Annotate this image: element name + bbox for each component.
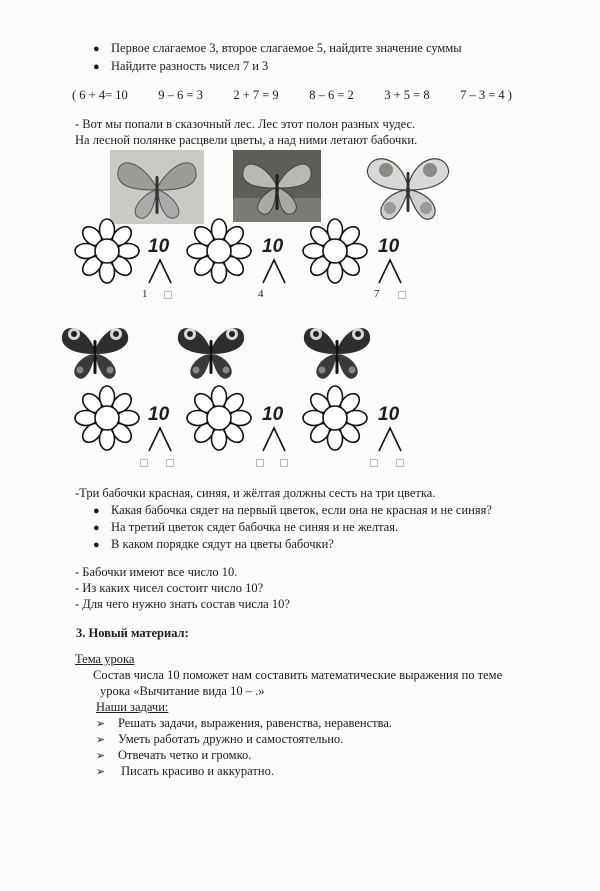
goals-label: Наши задачи: [96, 700, 169, 714]
butterfly-ornate [360, 150, 456, 224]
task-intro: -Три бабочки красная, синяя, и жёлтая должны сесть на три цветка. [75, 486, 436, 500]
goal-item: ➢ Уметь работать дружно и самостоятельно. [96, 732, 344, 746]
lesson-text-2: урока «Вычитание вида 10 – .» [100, 684, 265, 698]
formula: ( 6 + 4= 10 [72, 88, 128, 102]
decomposition-wedge-icon [262, 426, 286, 452]
arrow-marker-icon: ➢ [96, 750, 106, 762]
task-bullet-3: ● В каком порядке сядут на цветы бабочки? [93, 537, 334, 551]
butterfly-dark-3 [302, 322, 372, 382]
formulas-row [72, 88, 512, 103]
empty-box [140, 459, 148, 467]
arrow-marker-icon: ➢ [96, 718, 106, 730]
arrow-marker-icon: ➢ [96, 734, 106, 746]
number-ten: 10 [378, 404, 400, 425]
intro-bullet-2: ● Найдите разность чисел 7 и 3 [93, 59, 269, 73]
butterfly-photo-1 [110, 150, 204, 224]
empty-box [398, 291, 406, 299]
question-2: - Из каких чисел состоит число 10? [75, 581, 264, 595]
goal-item: ➢ Писать красиво и аккуратно. [96, 764, 274, 778]
number-ten: 10 [148, 404, 170, 425]
decomposition-wedge-icon [148, 426, 172, 452]
arrow-marker-icon: ➢ [96, 766, 106, 778]
goal-item: ➢ Отвечать четко и громко. [96, 748, 252, 762]
bullet-dot-icon: ● [93, 505, 100, 517]
bullet-dot-icon: ● [93, 522, 100, 534]
empty-box [256, 459, 264, 467]
formula: 2 + 7 = 9 [233, 88, 279, 102]
bullet-dot-icon: ● [93, 539, 100, 551]
story-line-1: - Вот мы попали в сказочный лес. Лес этот полон разных чудес. [75, 117, 416, 131]
decomposition-wedge-icon [262, 258, 286, 284]
empty-box [370, 459, 378, 467]
story-line-2: На лесной полянке расцвели цветы, а над ними летают бабочки. [75, 133, 418, 147]
formula: 9 – 6 = 3 [158, 88, 203, 102]
daisy-flower-icon [302, 218, 368, 284]
decomposition-wedge-icon [148, 258, 172, 284]
empty-box [280, 459, 288, 467]
formula: 7 – 3 = 4 ) [460, 88, 512, 102]
butterfly-photo-2 [233, 150, 321, 222]
number-ten: 10 [378, 236, 400, 257]
formula: 3 + 5 = 8 [384, 88, 430, 102]
task-bullet-1: ● Какая бабочка сядет на первый цветок, если она не красная и не синяя? [93, 503, 492, 517]
bullet-dot-icon: ● [93, 43, 100, 55]
question-1: - Бабочки имеют все число 10. [75, 565, 238, 579]
daisy-flower-icon [74, 218, 140, 284]
daisy-flower-icon [302, 385, 368, 451]
formula: 8 – 6 = 2 [309, 88, 354, 102]
lesson-topic-label: Тема урока [75, 652, 135, 666]
number-ten: 10 [262, 236, 284, 257]
decomposition-wedge-icon [378, 426, 402, 452]
lesson-text-1: Состав числа 10 поможет нам составить математические выражения по теме [93, 668, 503, 682]
decomposition-wedge-icon [378, 258, 402, 284]
bullet-dot-icon: ● [93, 61, 100, 73]
goal-item: ➢ Решать задачи, выражения, равенства, неравенства. [96, 716, 393, 730]
daisy-flower-icon [186, 385, 252, 451]
part-number: 4 [258, 288, 264, 300]
part-number: 7 [374, 288, 380, 300]
daisy-flower-icon [74, 385, 140, 451]
butterfly-dark-2 [176, 322, 246, 382]
part-number: 1 [142, 288, 148, 300]
question-3: - Для чего нужно знать состав числа 10? [75, 597, 290, 611]
empty-box [166, 459, 174, 467]
section-heading: 3. Новый материал: [76, 626, 189, 640]
empty-box [164, 291, 172, 299]
daisy-flower-icon [186, 218, 252, 284]
intro-bullet-1: ● Первое слагаемое 3, второе слагаемое 5, найдите значение суммы [93, 41, 462, 55]
empty-box [396, 459, 404, 467]
task-bullet-2: ● На третий цветок сядет бабочка не синяя и не желтая. [93, 520, 399, 534]
number-ten: 10 [148, 236, 170, 257]
number-ten: 10 [262, 404, 284, 425]
butterfly-dark-1 [60, 322, 130, 382]
